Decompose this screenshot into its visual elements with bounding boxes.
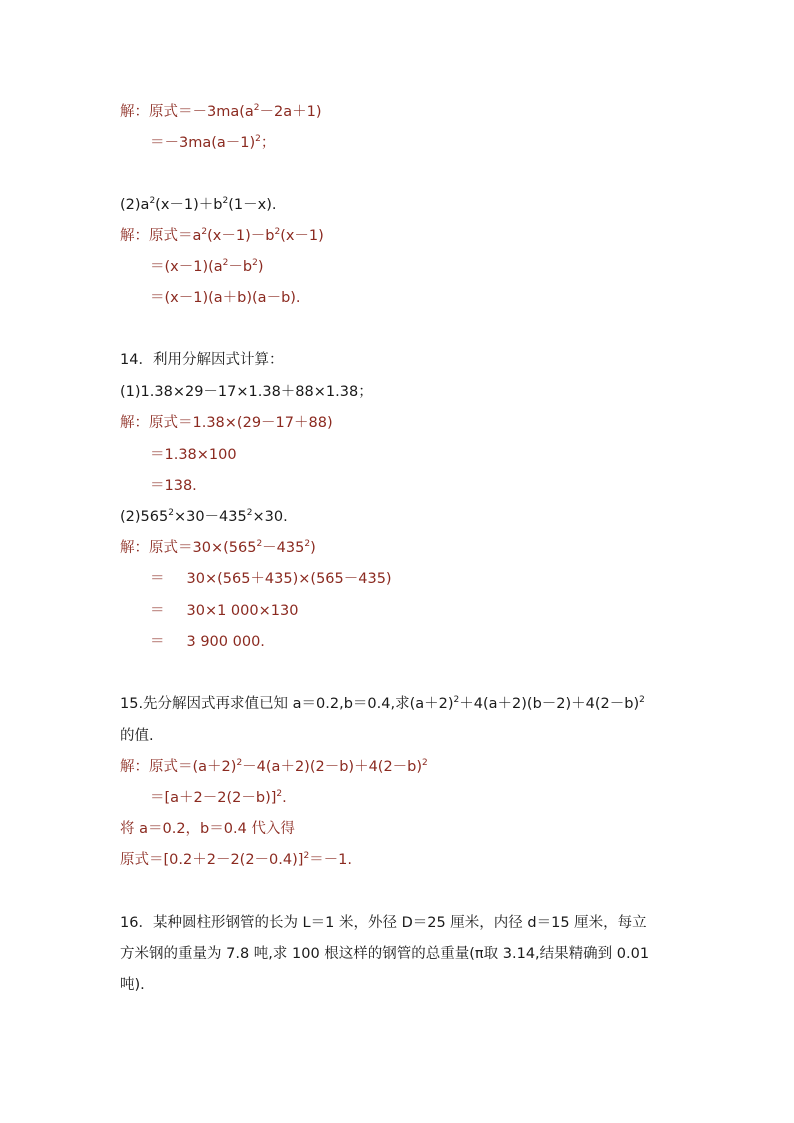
superscript: 2 — [276, 789, 283, 799]
text: 解：原式＝a — [120, 228, 202, 244]
text: ＝[a＋2－2(2－b)] — [150, 790, 277, 806]
superscript: 2 — [201, 227, 208, 237]
text: 解：原式＝－3ma(a — [120, 104, 254, 120]
text: ； — [260, 135, 276, 151]
text: －4(a＋2)(2－b)＋4(2－b) — [242, 759, 423, 775]
text: 吨). — [120, 977, 145, 993]
text: ＝138. — [150, 478, 197, 494]
solution-line — [150, 632, 265, 652]
text: 解：原式＝1.38×(29－17＋88) — [120, 415, 333, 431]
equals-sign: ＝ — [150, 603, 165, 619]
text: ＝1.38×100 — [150, 447, 237, 463]
solution-line — [150, 445, 237, 465]
text: 16．某种圆柱形钢管的长为 L＝1 米，外径 D＝25 厘米，内径 d＝15 厘米，每立 — [120, 915, 647, 931]
text: 15.先分解因式再求值 — [120, 696, 260, 712]
solution-line — [150, 288, 301, 308]
solution-line — [120, 226, 324, 246]
superscript: 2 — [256, 539, 263, 549]
text: ) — [257, 259, 264, 275]
superscript: 2 — [304, 539, 311, 549]
solution-line — [120, 102, 322, 122]
text: 14．利用分解因式计算： — [120, 352, 284, 368]
problem-line — [120, 726, 154, 746]
superscript: 2 — [246, 508, 253, 518]
problem-line — [120, 975, 145, 995]
text: ×30－435 — [173, 509, 247, 525]
text: 解：原式＝(a＋2) — [120, 759, 237, 775]
text: (x－1) — [280, 228, 324, 244]
text: (1)1.38×29－17×1.38＋88×1.38； — [120, 384, 373, 400]
solution-line — [150, 133, 275, 153]
superscript: 2 — [639, 695, 645, 705]
text: 解：原式＝30×(565 — [120, 540, 257, 556]
solution-line — [120, 819, 295, 839]
superscript: 2 — [222, 196, 229, 206]
text: 30×1 000×130 — [186, 603, 299, 619]
text: 的值. — [120, 728, 154, 744]
superscript: 2 — [253, 103, 260, 113]
text: (x－1)－b — [207, 228, 275, 244]
solution-line — [120, 538, 316, 558]
text: . — [282, 790, 287, 806]
solution-line — [120, 850, 352, 870]
text: ＝(x－1)(a — [150, 259, 223, 275]
problem-heading — [120, 350, 283, 370]
superscript: 2 — [252, 258, 258, 268]
superscript: 2 — [255, 134, 261, 144]
text: ＝－3ma(a－1) — [150, 135, 256, 151]
text: －2a＋1) — [259, 104, 322, 120]
equals-sign: ＝ — [150, 571, 165, 587]
text: (1－x). — [228, 197, 277, 213]
superscript: 2 — [453, 695, 460, 705]
text: －b — [228, 259, 253, 275]
solution-line — [150, 569, 392, 589]
text: ＝－1. — [309, 852, 353, 868]
text: ×30. — [252, 509, 288, 525]
superscript: 2 — [222, 258, 229, 268]
solution-line — [150, 257, 264, 277]
problem-line — [120, 913, 647, 933]
text: －435 — [262, 540, 305, 556]
equals-sign: ＝ — [150, 634, 165, 650]
problem-line — [120, 694, 645, 714]
text: 将 a＝0.2，b＝0.4 代入得 — [120, 821, 295, 837]
problem-line — [120, 944, 649, 964]
superscript: 2 — [303, 851, 310, 861]
solution-line — [150, 601, 298, 621]
text: 3 900 000. — [186, 634, 265, 650]
solution-line — [120, 413, 333, 433]
text: 原式＝[0.2＋2－2(2－0.4)] — [120, 852, 304, 868]
solution-line — [150, 788, 287, 808]
text: ) — [310, 540, 316, 556]
text: ＝(x－1)(a＋b)(a－b). — [150, 290, 301, 306]
superscript: 2 — [274, 227, 281, 237]
text: 方米钢的重量为 7.8 吨,求 100 根这样的钢管的总重量(π取 3.14,结果精确到 0.01 — [120, 946, 650, 962]
superscript: 2 — [168, 508, 174, 518]
superscript: 2 — [422, 758, 428, 768]
superscript: 2 — [149, 196, 156, 206]
text: (2)565 — [120, 509, 169, 525]
superscript: 2 — [236, 758, 243, 768]
text: 已知 a＝0.2,b＝0.4,求(a＋2) — [259, 696, 454, 712]
solution-line — [120, 757, 428, 777]
problem-line — [120, 507, 288, 527]
problem-line — [120, 382, 373, 402]
text: (x－1)＋b — [155, 197, 223, 213]
text: ＋4(a＋2)(b－2)＋4(2－b) — [459, 696, 640, 712]
text: 30×(565＋435)×(565－435) — [186, 571, 392, 587]
solution-line — [150, 476, 197, 496]
text: (2)a — [120, 197, 150, 213]
problem-line — [120, 195, 276, 215]
